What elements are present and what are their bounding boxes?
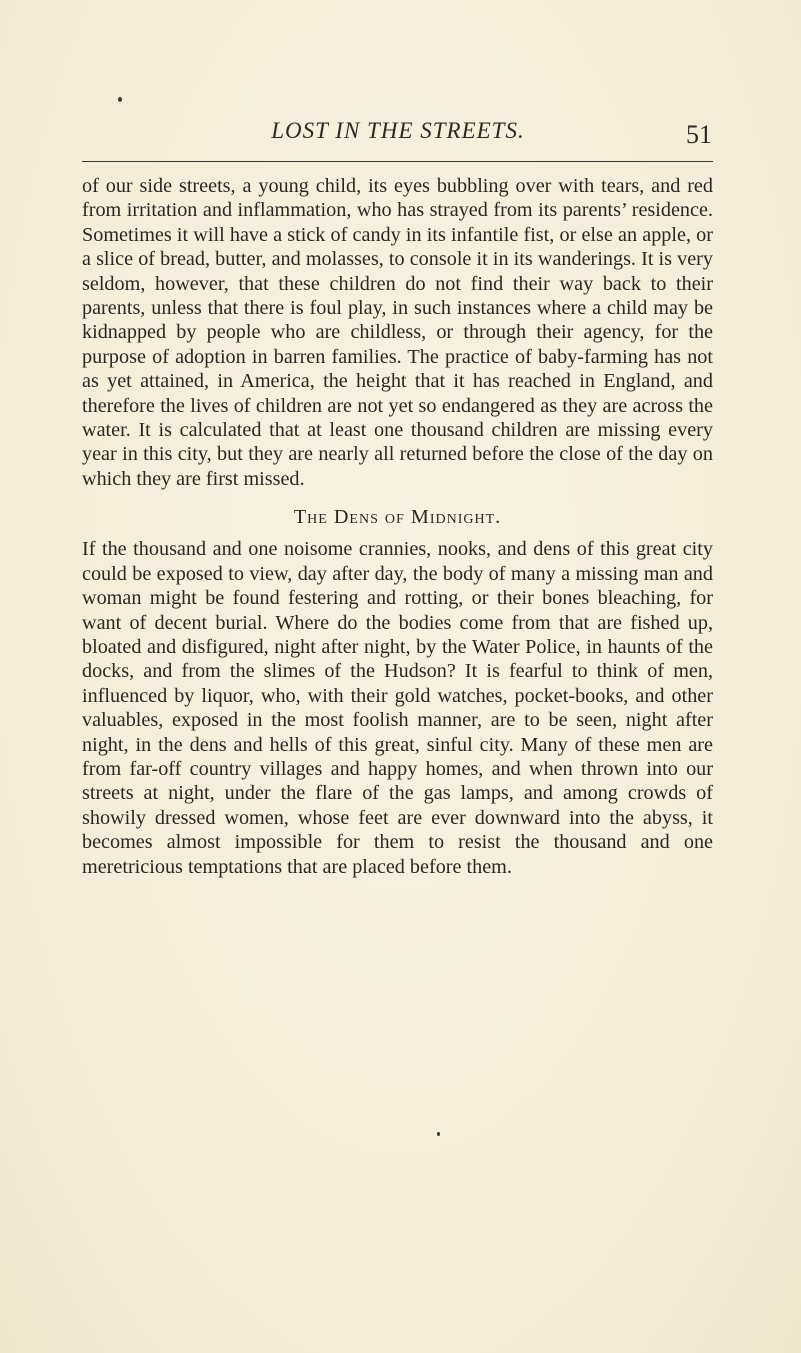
paragraph-dens-of-midnight: If the thousand and one noisome crannies, nooks, and dens of this great city could be exposed to view, day after day, the body of many a missing man and woman might be found festering and rotting, or their bones bleaching, for want of decent burial. Where do the bodies come from that are fished up, bloated and disfigured, night after night, by the Water Police, in haunts of the docks, and from the slimes of the Hudson? It is fearful to think of men, influenced by liquor, who, with their gold watches, pocket-books, and other valuables, exposed in the most foolish manner, are to be seen, night after night, in the dens and hells of this great, sinful city. Many of these men are from far-off country villages and happy homes, and when thrown into our streets at night, under the flare of the gas lamps, and among crowds of showily dressed women, whose feet are ever downward into the abyss, it becomes almost impossible for them to resist the thousand and one meretricious temptations that are placed before them. xyxy=(82,538,713,878)
header-rule xyxy=(82,161,713,162)
body-text xyxy=(82,174,713,879)
running-title: LOST IN THE STREETS. xyxy=(271,118,525,143)
running-head xyxy=(84,118,712,150)
page-number: 51 xyxy=(686,120,712,149)
paragraph-continued: of our side streets, a young child, its eyes bubbling over with tears, and red from irritation and inflammation, who has strayed from its parents’ residence. Sometimes it will have a stick of candy in its infantile fist, or else an apple, or a slice of bread, butter, and molasses, to console it in its wanderings. It is very seldom, however, that these children do not find their way back to their parents, unless that there is foul play, in such instances where a child may be kidnapped by people who are childless, or through their agency, for the purpose of adoption in barren families. The practice of baby-farming has not as yet attained, in America, the height that it has reached in England, and therefore the lives of children are not yet so endangered as they are across the water. It is calculated that at least one thousand children are missing every year in this city, but they are nearly all returned before the close of the day on which they are first missed. xyxy=(82,175,713,490)
ink-speck xyxy=(118,97,122,102)
ink-speck xyxy=(437,1132,440,1136)
section-heading: The Dens of Midnight. xyxy=(293,506,502,529)
